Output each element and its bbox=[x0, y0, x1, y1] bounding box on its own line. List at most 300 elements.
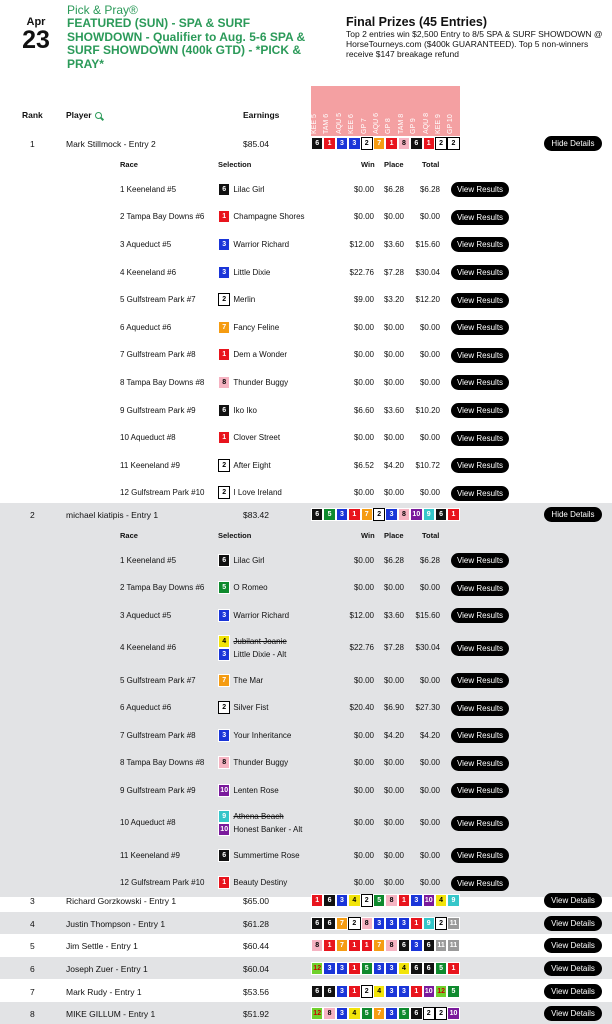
race-name: 8 Tampa Bay Downs #8 bbox=[120, 758, 205, 768]
details-header-place: Place bbox=[384, 160, 404, 169]
race-detail-row bbox=[0, 750, 612, 778]
player-row bbox=[0, 1002, 612, 1024]
program-number: 5 bbox=[218, 581, 230, 594]
prizes-text: Top 2 entries win $2,500 Entry to 8/5 SPA & SURF SHOWDOWN @ HorseTourneys.com ($400k GUARANTEED). Top 5 non-winners receive $147 breakage refund bbox=[346, 29, 603, 59]
program-number: 3 bbox=[398, 985, 410, 998]
details-header-total: Total bbox=[422, 160, 440, 169]
win-amount: $9.00 bbox=[353, 295, 374, 305]
program-number: 5 bbox=[435, 962, 447, 975]
player-row bbox=[0, 132, 612, 154]
view-results-button[interactable]: View Results bbox=[451, 320, 509, 335]
horse-name: Lenten Rose bbox=[233, 785, 279, 795]
program-number: 1 bbox=[410, 917, 422, 930]
player-header[interactable] bbox=[66, 110, 102, 120]
date-month: Apr bbox=[26, 16, 46, 28]
program-number: 1 bbox=[348, 939, 360, 952]
program-number: 6 bbox=[311, 985, 323, 998]
details-panel bbox=[0, 525, 612, 897]
selection-pick bbox=[218, 348, 287, 361]
race-detail-row bbox=[0, 259, 612, 287]
win-amount: $0.00 bbox=[353, 758, 374, 768]
race-name: 11 Keeneland #9 bbox=[120, 850, 180, 860]
program-number: 7 bbox=[361, 508, 373, 521]
race-name: 1 Keeneland #5 bbox=[120, 184, 177, 194]
program-number: 3 bbox=[385, 508, 397, 521]
place-amount: $0.00 bbox=[383, 433, 404, 443]
place-amount: $3.20 bbox=[383, 295, 404, 305]
program-number: 2 bbox=[348, 917, 360, 930]
race-header: GP 10 bbox=[447, 114, 455, 134]
view-results-button[interactable]: View Results bbox=[451, 581, 509, 596]
horse-name: The Mar bbox=[233, 675, 264, 685]
selection-pick bbox=[218, 849, 300, 862]
total-amount: $27.30 bbox=[415, 703, 440, 713]
program-number: 2 bbox=[361, 894, 373, 907]
view-results-button[interactable]: View Results bbox=[451, 293, 509, 308]
horse-name: Beauty Destiny bbox=[233, 878, 288, 888]
date-day: 23 bbox=[22, 26, 50, 54]
race-detail-row bbox=[0, 602, 612, 630]
race-header: GP 9 bbox=[410, 118, 418, 134]
race-header: KEE 6 bbox=[348, 114, 356, 134]
win-amount: $0.00 bbox=[353, 488, 374, 498]
program-number: 2 bbox=[373, 508, 385, 521]
program-number: 3 bbox=[218, 729, 230, 742]
race-detail-row bbox=[0, 547, 612, 575]
contest-title: FEATURED (SUN) - SPA & SURF SHOWDOWN - Qualifier to Aug. 5-6 SPA & SURF SHOWDOWN (400k GTD) - *PICK & PRAY* bbox=[67, 16, 306, 71]
program-number: 8 bbox=[311, 939, 323, 952]
win-amount: $22.76 bbox=[349, 267, 374, 277]
win-amount: $6.52 bbox=[353, 460, 374, 470]
player-row bbox=[0, 889, 612, 911]
program-number: 1 bbox=[447, 508, 459, 521]
hide-details-button[interactable]: Hide Details bbox=[544, 136, 602, 151]
view-details-button[interactable]: View Details bbox=[544, 961, 602, 976]
race-detail-row bbox=[0, 667, 612, 695]
horse-name: Merlin bbox=[233, 295, 256, 305]
program-number: 2 bbox=[218, 486, 230, 499]
race-name: 4 Keeneland #6 bbox=[120, 643, 177, 653]
program-number: 2 bbox=[435, 917, 447, 930]
race-name: 9 Gulfstream Park #9 bbox=[120, 405, 196, 415]
race-detail-row bbox=[0, 805, 612, 842]
program-number: 2 bbox=[447, 137, 459, 150]
race-header: TAM 8 bbox=[397, 113, 405, 134]
program-number: 1 bbox=[218, 348, 230, 361]
rank-cell: 1 bbox=[30, 139, 35, 149]
place-amount: $7.28 bbox=[383, 643, 404, 653]
rank-cell: 5 bbox=[30, 941, 35, 951]
horse-name: Clover Street bbox=[233, 433, 281, 443]
player-name: Justin Thompson - Entry 1 bbox=[66, 919, 166, 929]
win-amount: $0.00 bbox=[353, 583, 374, 593]
program-number: 3 bbox=[385, 1007, 397, 1020]
program-number: 3 bbox=[410, 939, 422, 952]
program-number: 6 bbox=[311, 137, 323, 150]
player-name: MIKE GILLUM - Entry 1 bbox=[66, 1009, 156, 1019]
total-amount: $10.20 bbox=[415, 405, 440, 415]
program-number: 5 bbox=[447, 985, 459, 998]
total-amount: $10.72 bbox=[415, 460, 440, 470]
place-amount: $6.28 bbox=[383, 184, 404, 194]
win-amount: $0.00 bbox=[353, 433, 374, 443]
program-number: 3 bbox=[336, 985, 348, 998]
program-number: 6 bbox=[218, 554, 230, 567]
rank-cell: 6 bbox=[30, 964, 35, 974]
program-number: 7 bbox=[373, 939, 385, 952]
program-number: 3 bbox=[385, 962, 397, 975]
program-number: 6 bbox=[323, 894, 335, 907]
race-header: GP 7 bbox=[360, 118, 368, 134]
selection-pick bbox=[218, 810, 284, 823]
selection-pick bbox=[218, 648, 286, 661]
earnings-cell: $60.44 bbox=[243, 941, 269, 951]
view-details-button[interactable]: View Details bbox=[544, 938, 602, 953]
race-name: 7 Gulfstream Park #8 bbox=[120, 350, 196, 360]
horse-name: Athena Beach bbox=[233, 812, 284, 822]
details-header-win: Win bbox=[361, 531, 375, 540]
horse-name: Honest Banker - Alt bbox=[233, 825, 303, 835]
player-row bbox=[0, 980, 612, 1002]
rank-cell: 2 bbox=[30, 510, 35, 520]
win-amount: $0.00 bbox=[353, 184, 374, 194]
details-header-selection: Selection bbox=[218, 160, 252, 169]
win-amount: $0.00 bbox=[353, 878, 374, 888]
prizes-title: Final Prizes (45 Entries) bbox=[346, 15, 488, 29]
player-row bbox=[0, 503, 612, 525]
selection-pick bbox=[218, 756, 288, 769]
program-number: 3 bbox=[385, 917, 397, 930]
horse-name: Lilac Girl bbox=[233, 184, 265, 194]
program-number: 3 bbox=[336, 508, 348, 521]
earnings-cell: $83.42 bbox=[243, 510, 269, 520]
total-amount: $0.00 bbox=[419, 212, 440, 222]
race-detail-row bbox=[0, 842, 612, 870]
contest-type: Pick & Pray® bbox=[67, 3, 138, 17]
program-number: 3 bbox=[336, 1007, 348, 1020]
details-header-race: Race bbox=[120, 531, 138, 540]
view-results-button[interactable]: View Results bbox=[451, 348, 509, 363]
place-amount: $6.28 bbox=[383, 555, 404, 565]
program-number: 11 bbox=[447, 917, 459, 930]
win-amount: $0.00 bbox=[353, 377, 374, 387]
program-number: 1 bbox=[398, 894, 410, 907]
program-number: 6 bbox=[423, 962, 435, 975]
program-number: 6 bbox=[435, 508, 447, 521]
selection-pick bbox=[218, 404, 257, 417]
program-number: 8 bbox=[398, 137, 410, 150]
program-number: 6 bbox=[410, 962, 422, 975]
program-number: 8 bbox=[218, 756, 230, 769]
program-number: 4 bbox=[348, 894, 360, 907]
view-results-button[interactable]: View Results bbox=[451, 816, 509, 831]
horse-name: Your Inheritance bbox=[233, 730, 292, 740]
view-results-button[interactable]: View Results bbox=[451, 237, 509, 252]
details-panel bbox=[0, 154, 612, 507]
program-number: 3 bbox=[410, 894, 422, 907]
program-number: 4 bbox=[373, 985, 385, 998]
program-number: 1 bbox=[311, 894, 323, 907]
view-results-button[interactable]: View Results bbox=[451, 486, 509, 501]
program-number: 10 bbox=[218, 823, 230, 836]
program-number: 1 bbox=[361, 939, 373, 952]
place-amount: $6.90 bbox=[383, 703, 404, 713]
selection-pick bbox=[218, 701, 269, 714]
selection-strip bbox=[311, 985, 460, 998]
selection-pick bbox=[218, 784, 279, 797]
selection-pick bbox=[218, 431, 280, 444]
race-header: TAM 6 bbox=[323, 113, 331, 134]
race-detail-row bbox=[0, 575, 612, 603]
view-results-button[interactable]: View Results bbox=[451, 641, 509, 656]
win-amount: $0.00 bbox=[353, 850, 374, 860]
selection-pick bbox=[218, 293, 255, 306]
race-name: 5 Gulfstream Park #7 bbox=[120, 295, 196, 305]
win-amount: $22.76 bbox=[349, 643, 374, 653]
program-number: 8 bbox=[385, 939, 397, 952]
view-results-button[interactable]: View Results bbox=[451, 458, 509, 473]
selection-pick bbox=[218, 183, 265, 196]
rank-cell: 3 bbox=[30, 896, 35, 906]
program-number: 1 bbox=[447, 962, 459, 975]
program-number: 4 bbox=[435, 894, 447, 907]
contest-header bbox=[0, 0, 612, 80]
player-header-label: Player bbox=[66, 110, 92, 120]
program-number: 3 bbox=[398, 917, 410, 930]
race-detail-row bbox=[0, 397, 612, 425]
view-results-button[interactable]: View Results bbox=[451, 783, 509, 798]
total-amount: $0.00 bbox=[419, 322, 440, 332]
selection-pick bbox=[218, 321, 279, 334]
contest-date bbox=[20, 16, 52, 52]
selection-pick bbox=[218, 635, 287, 648]
program-number: 1 bbox=[218, 876, 230, 889]
program-number: 3 bbox=[218, 609, 230, 622]
place-amount: $3.60 bbox=[383, 610, 404, 620]
place-amount: $0.00 bbox=[383, 758, 404, 768]
player-name: michael kiatipis - Entry 1 bbox=[66, 510, 159, 520]
selection-pick bbox=[218, 609, 289, 622]
selection-strip bbox=[311, 137, 460, 150]
program-number: 3 bbox=[336, 962, 348, 975]
race-detail-row bbox=[0, 369, 612, 397]
earnings-cell: $53.56 bbox=[243, 987, 269, 997]
race-header: AQU 5 bbox=[335, 112, 343, 134]
program-number: 2 bbox=[218, 701, 230, 714]
race-name: 3 Aqueduct #5 bbox=[120, 239, 172, 249]
program-number: 10 bbox=[410, 508, 422, 521]
program-number: 3 bbox=[336, 894, 348, 907]
horse-name: After Eight bbox=[233, 460, 271, 470]
program-number: 6 bbox=[410, 137, 422, 150]
program-number: 1 bbox=[348, 962, 360, 975]
program-number: 6 bbox=[323, 917, 335, 930]
view-results-button[interactable]: View Results bbox=[451, 182, 509, 197]
horse-name: Lilac Girl bbox=[233, 555, 265, 565]
program-number: 5 bbox=[398, 1007, 410, 1020]
program-number: 10 bbox=[447, 1007, 459, 1020]
total-amount: $0.00 bbox=[419, 583, 440, 593]
program-number: 5 bbox=[361, 1007, 373, 1020]
program-number: 6 bbox=[423, 939, 435, 952]
view-details-button[interactable]: View Details bbox=[544, 893, 602, 908]
program-number: 10 bbox=[423, 894, 435, 907]
place-amount: $3.60 bbox=[383, 405, 404, 415]
win-amount: $0.00 bbox=[353, 730, 374, 740]
view-results-button[interactable]: View Results bbox=[451, 553, 509, 568]
player-row bbox=[0, 957, 612, 979]
view-results-button[interactable]: View Results bbox=[451, 210, 509, 225]
program-number: 5 bbox=[323, 508, 335, 521]
selection-pick bbox=[218, 876, 287, 889]
view-results-button[interactable]: View Results bbox=[451, 608, 509, 623]
win-amount: $0.00 bbox=[353, 555, 374, 565]
player-name: Joseph Zuer - Entry 1 bbox=[66, 964, 148, 974]
view-results-button[interactable]: View Results bbox=[451, 431, 509, 446]
program-number: 11 bbox=[447, 939, 459, 952]
program-number: 1 bbox=[385, 137, 397, 150]
view-details-button[interactable]: View Details bbox=[544, 1006, 602, 1021]
total-amount: $6.28 bbox=[419, 555, 440, 565]
race-name: 1 Keeneland #5 bbox=[120, 555, 177, 565]
program-number: 2 bbox=[361, 137, 373, 150]
view-results-button[interactable]: View Results bbox=[451, 673, 509, 688]
win-amount: $6.60 bbox=[353, 405, 374, 415]
horse-name: O Romeo bbox=[233, 583, 268, 593]
rank-header: Rank bbox=[22, 110, 43, 120]
view-results-button[interactable]: View Results bbox=[451, 756, 509, 771]
view-results-button[interactable]: View Results bbox=[451, 375, 509, 390]
race-name: 9 Gulfstream Park #9 bbox=[120, 785, 196, 795]
race-detail-row bbox=[0, 722, 612, 750]
place-amount: $0.00 bbox=[383, 212, 404, 222]
program-number: 6 bbox=[218, 404, 230, 417]
race-header: KEE 9 bbox=[434, 114, 442, 134]
total-amount: $15.60 bbox=[415, 239, 440, 249]
view-results-button[interactable]: View Results bbox=[451, 403, 509, 418]
place-amount: $0.00 bbox=[383, 322, 404, 332]
view-results-button[interactable]: View Results bbox=[451, 876, 509, 891]
total-amount: $0.00 bbox=[419, 350, 440, 360]
program-number: 10 bbox=[218, 784, 230, 797]
race-name: 12 Gulfstream Park #10 bbox=[120, 488, 205, 498]
win-amount: $0.00 bbox=[353, 350, 374, 360]
player-row bbox=[0, 912, 612, 934]
program-number: 4 bbox=[348, 1007, 360, 1020]
program-number: 3 bbox=[218, 648, 230, 661]
race-detail-row bbox=[0, 342, 612, 370]
race-name: 11 Keeneland #9 bbox=[120, 460, 180, 470]
race-detail-row bbox=[0, 204, 612, 232]
details-header-win: Win bbox=[361, 160, 375, 169]
earnings-header: Earnings bbox=[243, 110, 280, 120]
program-number: 5 bbox=[373, 894, 385, 907]
horse-name: Warrior Richard bbox=[233, 239, 290, 249]
race-name: 4 Keeneland #6 bbox=[120, 267, 177, 277]
horse-name: Summertime Rose bbox=[233, 850, 300, 860]
details-header-race: Race bbox=[120, 160, 138, 169]
program-number: 9 bbox=[423, 508, 435, 521]
contest-info bbox=[67, 4, 325, 71]
total-amount: $0.00 bbox=[419, 818, 440, 828]
earnings-cell: $60.04 bbox=[243, 964, 269, 974]
program-number: 6 bbox=[311, 917, 323, 930]
win-amount: $12.00 bbox=[349, 239, 374, 249]
program-number: 3 bbox=[218, 266, 230, 279]
selection-strip bbox=[311, 939, 460, 952]
place-amount: $0.00 bbox=[383, 818, 404, 828]
win-amount: $0.00 bbox=[353, 212, 374, 222]
race-name: 10 Aqueduct #8 bbox=[120, 433, 176, 443]
player-name: Mark Rudy - Entry 1 bbox=[66, 987, 142, 997]
horse-name: Iko Iko bbox=[233, 405, 257, 415]
program-number: 1 bbox=[410, 985, 422, 998]
race-header: KEE 5 bbox=[311, 114, 318, 134]
program-number: 8 bbox=[361, 917, 373, 930]
program-number: 7 bbox=[373, 1007, 385, 1020]
horse-name: Champagne Shores bbox=[233, 212, 305, 222]
program-number: 4 bbox=[218, 635, 230, 648]
view-results-button[interactable]: View Results bbox=[451, 848, 509, 863]
hide-details-button[interactable]: Hide Details bbox=[544, 507, 602, 522]
program-number: 4 bbox=[398, 962, 410, 975]
earnings-cell: $65.00 bbox=[243, 896, 269, 906]
view-results-button[interactable]: View Results bbox=[451, 265, 509, 280]
rank-cell: 4 bbox=[30, 919, 35, 929]
total-amount: $30.04 bbox=[415, 267, 440, 277]
race-name: 2 Tampa Bay Downs #6 bbox=[120, 212, 205, 222]
program-number: 6 bbox=[323, 985, 335, 998]
total-amount: $15.60 bbox=[415, 610, 440, 620]
program-number: 2 bbox=[435, 137, 447, 150]
win-amount: $0.00 bbox=[353, 818, 374, 828]
view-results-button[interactable]: View Results bbox=[451, 701, 509, 716]
earnings-cell: $51.92 bbox=[243, 1009, 269, 1019]
program-number: 7 bbox=[336, 917, 348, 930]
program-number: 1 bbox=[323, 137, 335, 150]
player-row bbox=[0, 934, 612, 956]
total-amount: $0.00 bbox=[419, 488, 440, 498]
view-details-button[interactable]: View Details bbox=[544, 916, 602, 931]
selection-pick bbox=[218, 210, 305, 223]
program-number: 11 bbox=[435, 939, 447, 952]
place-amount: $0.00 bbox=[383, 785, 404, 795]
race-detail-row bbox=[0, 630, 612, 667]
race-name: 7 Gulfstream Park #8 bbox=[120, 730, 196, 740]
place-amount: $4.20 bbox=[383, 460, 404, 470]
race-detail-row bbox=[0, 314, 612, 342]
details-header-selection: Selection bbox=[218, 531, 252, 540]
total-amount: $0.00 bbox=[419, 850, 440, 860]
race-detail-row bbox=[0, 286, 612, 314]
view-details-button[interactable]: View Details bbox=[544, 984, 602, 999]
win-amount: $0.00 bbox=[353, 675, 374, 685]
search-icon[interactable] bbox=[95, 112, 102, 119]
total-amount: $0.00 bbox=[419, 433, 440, 443]
race-name: 3 Aqueduct #5 bbox=[120, 610, 172, 620]
total-amount: $6.28 bbox=[419, 184, 440, 194]
race-detail-row bbox=[0, 694, 612, 722]
total-amount: $12.20 bbox=[415, 295, 440, 305]
view-results-button[interactable]: View Results bbox=[451, 728, 509, 743]
player-name: Richard Gorzkowski - Entry 1 bbox=[66, 896, 177, 906]
horse-name: Jubilant Joanie bbox=[233, 637, 287, 647]
horse-name: Dem a Wonder bbox=[233, 350, 288, 360]
player-name: Mark Stillmock - Entry 2 bbox=[66, 139, 156, 149]
program-number: 3 bbox=[348, 137, 360, 150]
place-amount: $0.00 bbox=[383, 488, 404, 498]
program-number: 8 bbox=[385, 894, 397, 907]
